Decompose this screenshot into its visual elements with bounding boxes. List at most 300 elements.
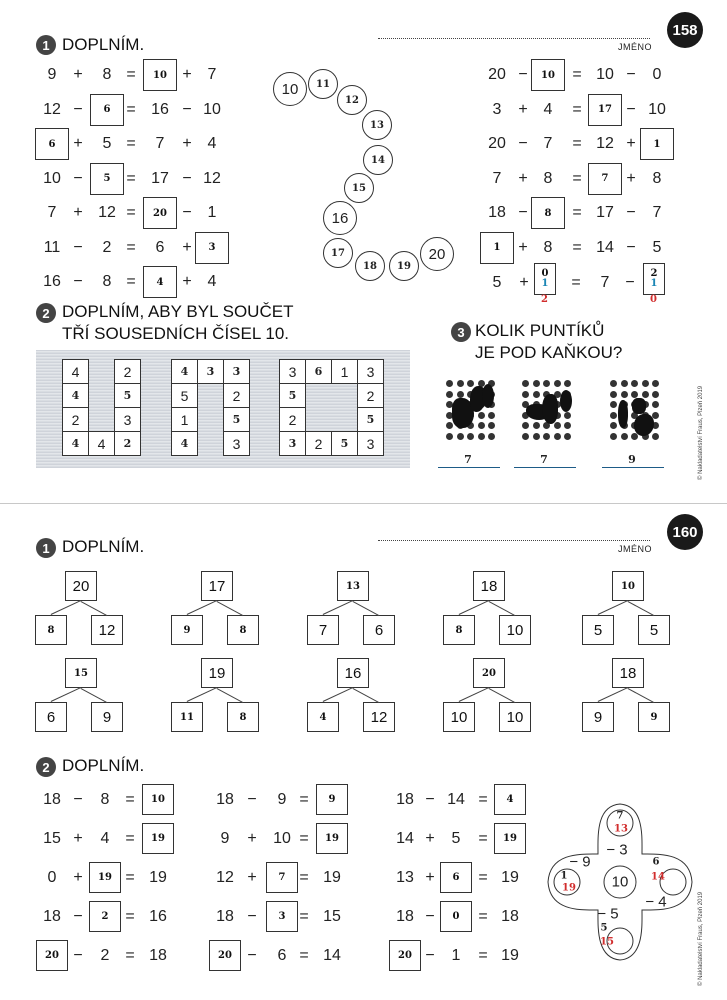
tree-left-box[interactable]: 8 <box>35 615 67 645</box>
dot <box>610 433 617 440</box>
tree-branch <box>187 687 217 702</box>
tree-left-box[interactable]: 11 <box>171 702 203 732</box>
chain-circle[interactable]: 13 <box>362 110 392 140</box>
tree-top-box[interactable]: 13 <box>337 571 369 601</box>
operator: = <box>126 273 136 290</box>
ink-blot <box>560 390 572 412</box>
equation-number: 0 <box>47 869 57 886</box>
answer-box[interactable] <box>531 197 565 229</box>
grid-cell[interactable]: 5 <box>171 383 198 408</box>
answer-value: 10 <box>541 69 555 81</box>
operator: − <box>182 169 192 187</box>
answer-box[interactable] <box>89 901 121 932</box>
tree-branch <box>217 688 243 703</box>
dot <box>554 433 561 440</box>
answer-value[interactable]: 7 <box>464 453 472 466</box>
answer-box[interactable] <box>89 862 121 893</box>
equation-number: 20 <box>488 66 506 83</box>
dot <box>478 433 485 440</box>
equation-number: 2 <box>102 238 112 256</box>
dot <box>610 401 617 408</box>
tree-branch <box>323 687 353 702</box>
equation-number: 12 <box>43 100 61 118</box>
dot <box>610 391 617 398</box>
equation-number: 9 <box>47 66 57 83</box>
answer-box[interactable] <box>90 94 124 126</box>
answer-box[interactable] <box>640 128 674 160</box>
dot <box>522 380 529 387</box>
answer-value: 20 <box>45 950 59 961</box>
operator: = <box>126 100 136 118</box>
operator: = <box>126 135 136 152</box>
equation-number: 18 <box>488 204 506 221</box>
operator: − <box>626 238 636 256</box>
chain-circle[interactable]: 16 <box>323 201 357 235</box>
answer-value: 6 <box>452 872 460 883</box>
tree-left-box[interactable]: 6 <box>35 702 67 732</box>
page-divider <box>0 503 727 504</box>
dot <box>564 422 571 429</box>
tree-branch <box>51 600 81 615</box>
equation-number: 10 <box>203 100 221 118</box>
chain-circle[interactable]: 14 <box>363 145 393 175</box>
chain-circle[interactable]: 11 <box>308 69 338 99</box>
answer-value[interactable]: 7 <box>540 453 548 466</box>
grid-cell[interactable]: 3 <box>197 359 224 384</box>
equation-number: 8 <box>102 273 112 290</box>
equation-number: 6 <box>155 238 165 256</box>
tree-right-box[interactable]: 12 <box>91 615 123 645</box>
answer-value: 1 <box>653 138 661 150</box>
answer-box[interactable] <box>316 784 348 815</box>
tree-branch <box>459 600 489 615</box>
answer-box[interactable] <box>316 823 348 854</box>
dot <box>488 422 495 429</box>
operator: + <box>519 274 529 291</box>
answer-value: 0 <box>650 294 657 305</box>
petal-operation: − 5 <box>597 905 619 923</box>
grid-cell[interactable]: 2 <box>114 431 141 456</box>
operator: = <box>125 947 135 964</box>
answer-box[interactable] <box>143 59 177 91</box>
operator: − <box>247 947 257 964</box>
tree-branch <box>217 601 243 616</box>
dot <box>652 412 659 419</box>
petal-result: 19 <box>562 882 576 894</box>
equation-number: 8 <box>102 66 112 83</box>
equation-number: 18 <box>43 791 61 808</box>
dot <box>478 422 485 429</box>
equation-number: 18 <box>396 908 414 925</box>
dot <box>457 380 464 387</box>
answer-box[interactable] <box>531 59 565 91</box>
chain-circle[interactable]: 12 <box>337 85 367 115</box>
grid-cell[interactable]: 3 <box>223 359 250 384</box>
equation-number: 16 <box>43 273 61 290</box>
dot <box>446 391 453 398</box>
equation-number: 20 <box>488 135 506 152</box>
task-title: DOPLNÍM, ABY BYL SOUČET <box>62 302 294 321</box>
tree-branch <box>628 601 654 616</box>
answer-value: 0 <box>452 911 460 922</box>
operator: + <box>73 66 83 83</box>
answer-line <box>438 467 500 468</box>
answer-box[interactable] <box>588 163 622 195</box>
task-title: DOPLNÍM. <box>62 756 145 775</box>
operator: = <box>478 908 488 925</box>
equation-number: 2 <box>100 947 110 964</box>
dot <box>610 422 617 429</box>
operator: = <box>125 791 135 808</box>
dot <box>621 380 628 387</box>
tree-branch <box>628 688 654 703</box>
chain-circle[interactable]: 20 <box>420 237 454 271</box>
answer-box[interactable] <box>90 163 124 195</box>
grid-cell[interactable]: 6 <box>305 359 332 384</box>
petal-result: 15 <box>600 936 614 948</box>
answer-value: 3 <box>208 242 216 253</box>
operator: − <box>425 908 435 925</box>
answer-box[interactable] <box>143 197 177 229</box>
dot-puzzle <box>610 380 666 450</box>
grid-cell[interactable]: 2 <box>223 383 250 408</box>
grid-cell[interactable]: 2 <box>114 359 141 384</box>
dot <box>533 391 540 398</box>
equation-number: 19 <box>501 947 519 964</box>
operator: − <box>626 100 636 118</box>
equation-number: 5 <box>102 135 112 152</box>
equation-number: 8 <box>100 791 110 808</box>
operator: + <box>73 869 83 886</box>
operator: = <box>478 869 488 886</box>
operator: + <box>518 100 528 118</box>
dot <box>543 380 550 387</box>
dot <box>543 433 550 440</box>
answer-value: 10 <box>151 794 165 805</box>
equation-number: 12 <box>203 169 221 187</box>
equation-number: 13 <box>396 869 414 886</box>
dot <box>652 401 659 408</box>
grid-cell[interactable]: 5 <box>331 431 358 456</box>
grid-cell[interactable]: 3 <box>114 407 141 432</box>
answer-value: 4 <box>156 276 164 288</box>
answer-box[interactable] <box>142 823 174 854</box>
equation-number: 14 <box>447 791 465 808</box>
grid-cell[interactable]: 3 <box>357 359 384 384</box>
answer-value: 5 <box>103 173 111 184</box>
task-title: DOPLNÍM. <box>62 537 145 556</box>
grid-cell[interactable]: 1 <box>171 407 198 432</box>
operator: = <box>299 869 309 886</box>
equation-number: 11 <box>43 238 61 256</box>
grid-cell[interactable]: 5 <box>114 383 141 408</box>
equation-number: 7 <box>207 66 217 83</box>
flower-center-number: 10 <box>611 873 629 891</box>
grid-cell[interactable]: 4 <box>62 431 89 456</box>
tree-top-box[interactable]: 19 <box>201 658 233 688</box>
operator: − <box>73 908 83 925</box>
grid-cell[interactable]: 2 <box>305 431 332 456</box>
answer-box[interactable] <box>36 940 68 971</box>
answer-box[interactable] <box>440 862 472 893</box>
equation-number: 16 <box>151 100 169 118</box>
dot <box>522 391 529 398</box>
petal-operation: − 9 <box>569 853 591 871</box>
task-number-badge: 1 <box>36 538 56 558</box>
tree-top-box[interactable]: 16 <box>337 658 369 688</box>
dot <box>457 391 464 398</box>
operator: = <box>572 100 582 118</box>
operator: − <box>626 66 636 83</box>
tree-top-box[interactable]: 20 <box>473 658 505 688</box>
answer-value: 10 <box>153 69 167 81</box>
dot <box>652 433 659 440</box>
operator: = <box>299 947 309 964</box>
ink-blot <box>634 414 654 436</box>
tree-left-box[interactable]: 8 <box>443 615 475 645</box>
tree-top-box[interactable]: 20 <box>65 571 97 601</box>
equation-number: 5 <box>652 238 662 256</box>
dot <box>467 433 474 440</box>
grid-cell[interactable]: 3 <box>279 359 306 384</box>
tree-left-box[interactable]: 10 <box>443 702 475 732</box>
chain-circle[interactable]: 17 <box>323 238 353 268</box>
dot-puzzle <box>522 380 578 450</box>
grid-cell[interactable]: 4 <box>62 359 89 384</box>
name-line <box>378 540 650 541</box>
answer-value: 2 <box>541 294 548 305</box>
answer-box[interactable] <box>389 940 421 971</box>
chain-circle[interactable]: 19 <box>389 251 419 281</box>
answer-box[interactable] <box>643 263 665 295</box>
answer-box[interactable] <box>494 784 526 815</box>
tree-branch <box>51 687 81 702</box>
tree-top-box[interactable]: 18 <box>612 658 644 688</box>
equation-number: 4 <box>207 135 217 152</box>
grid-cell[interactable]: 3 <box>357 431 384 456</box>
answer-box[interactable] <box>142 784 174 815</box>
equation-number: 18 <box>149 947 167 964</box>
operator: = <box>572 238 582 256</box>
tree-left-box[interactable]: 4 <box>307 702 339 732</box>
tree-left-box[interactable]: 5 <box>582 615 614 645</box>
tree-right-box[interactable]: 5 <box>638 615 670 645</box>
answer-value: 6 <box>103 104 111 115</box>
operator: − <box>518 135 528 152</box>
grid-cell[interactable]: 2 <box>357 383 384 408</box>
task-title: TŘÍ SOUSEDNÍCH ČÍSEL 10. <box>62 324 290 343</box>
equation-number: 17 <box>596 204 614 221</box>
grid-cell[interactable]: 2 <box>62 407 89 432</box>
answer-value: 9 <box>328 794 336 805</box>
operator: = <box>126 238 136 256</box>
dot <box>554 380 561 387</box>
equation-number: 15 <box>43 830 61 847</box>
operator: + <box>425 869 435 886</box>
dot <box>478 412 485 419</box>
tree-branch <box>353 688 379 703</box>
operator: = <box>572 135 582 152</box>
tree-branch <box>489 688 515 703</box>
operator: = <box>126 204 136 221</box>
operator: − <box>73 238 83 256</box>
tree-branch <box>81 688 107 703</box>
dot <box>488 433 495 440</box>
answer-box[interactable] <box>440 901 472 932</box>
equation-number: 1 <box>451 947 461 964</box>
grid-cell[interactable]: 5 <box>357 407 384 432</box>
equation-number: 12 <box>216 869 234 886</box>
grid-cell[interactable]: 2 <box>279 407 306 432</box>
equation-number: 18 <box>43 908 61 925</box>
operator: + <box>626 135 636 152</box>
operator: − <box>73 947 83 964</box>
ink-blot <box>632 398 646 414</box>
dot <box>610 380 617 387</box>
answer-box[interactable] <box>35 128 69 160</box>
equation-number: 19 <box>501 869 519 886</box>
grid-cell[interactable]: 4 <box>171 431 198 456</box>
tree-right-box[interactable]: 8 <box>227 615 259 645</box>
dot <box>533 433 540 440</box>
equation-number: 10 <box>273 830 291 847</box>
operator: = <box>299 830 309 847</box>
operator: − <box>625 274 635 291</box>
operator: + <box>182 135 192 152</box>
equation-number: 0 <box>652 66 662 83</box>
answer-box[interactable] <box>266 901 298 932</box>
page-number-badge: 160 <box>667 514 703 550</box>
operator: + <box>182 238 192 256</box>
equation-number: 12 <box>98 204 116 221</box>
name-label: JMÉNO <box>618 544 652 554</box>
answer-value: 0 <box>541 268 549 279</box>
equation-number: 7 <box>600 274 610 291</box>
tree-branch <box>459 687 489 702</box>
copyright: © Nakladatelství Fraus, Plzeň 2019 <box>698 385 704 480</box>
equation-number: 15 <box>323 908 341 925</box>
tree-top-box[interactable]: 10 <box>612 571 644 601</box>
operator: + <box>425 830 435 847</box>
task-title: DOPLNÍM. <box>62 35 145 54</box>
tree-right-box[interactable]: 10 <box>499 615 531 645</box>
tree-top-box[interactable]: 15 <box>65 658 97 688</box>
operator: = <box>125 830 135 847</box>
ink-blot <box>482 384 494 408</box>
name-label: JMÉNO <box>618 42 652 52</box>
tree-left-box[interactable]: 7 <box>307 615 339 645</box>
operator: − <box>182 100 192 118</box>
petal-result: 13 <box>614 823 628 835</box>
answer-value: 2 <box>650 268 658 279</box>
grid-cell[interactable]: 3 <box>223 431 250 456</box>
equation-number: 14 <box>596 238 614 256</box>
tree-top-box[interactable]: 17 <box>201 571 233 601</box>
grid-cell[interactable]: 4 <box>88 431 115 456</box>
operator: − <box>518 204 528 221</box>
operator: = <box>125 869 135 886</box>
operator: = <box>299 791 309 808</box>
equation-number: 17 <box>151 169 169 187</box>
answer-value: 20 <box>218 950 232 961</box>
chain-circle[interactable]: 15 <box>344 173 374 203</box>
grid-cell[interactable]: 5 <box>279 383 306 408</box>
operator: + <box>518 169 528 187</box>
tree-right-box[interactable]: 12 <box>363 702 395 732</box>
tree-top-box[interactable]: 18 <box>473 571 505 601</box>
answer-box[interactable] <box>480 232 514 264</box>
equation-number: 7 <box>47 204 57 221</box>
equation-number: 4 <box>100 830 110 847</box>
chain-circle[interactable]: 10 <box>273 72 307 106</box>
dot <box>457 433 464 440</box>
dot <box>533 380 540 387</box>
tree-left-box[interactable]: 9 <box>171 615 203 645</box>
tree-left-box[interactable]: 9 <box>582 702 614 732</box>
equation-number: 10 <box>43 169 61 187</box>
answer-value: 20 <box>153 207 167 219</box>
answer-value: 8 <box>544 207 552 219</box>
equation-number: 4 <box>543 100 553 118</box>
ink-blot <box>542 394 558 424</box>
answer-value[interactable]: 9 <box>628 453 636 466</box>
petal-start: 7 <box>616 810 624 822</box>
answer-box[interactable] <box>494 823 526 854</box>
tree-branch <box>323 600 353 615</box>
tree-right-box[interactable]: 10 <box>499 702 531 732</box>
tree-right-box[interactable]: 6 <box>363 615 395 645</box>
chain-circle[interactable]: 18 <box>355 251 385 281</box>
grid-cell[interactable]: 4 <box>62 383 89 408</box>
dot <box>522 422 529 429</box>
answer-value: 1 <box>650 278 658 289</box>
tree-right-box[interactable]: 8 <box>227 702 259 732</box>
task-number-badge: 3 <box>451 322 471 342</box>
grid-cell[interactable]: 1 <box>331 359 358 384</box>
operator: = <box>572 169 582 187</box>
task-number-badge: 2 <box>36 757 56 777</box>
answer-line <box>602 467 664 468</box>
equation-number: 18 <box>216 791 234 808</box>
dot <box>631 380 638 387</box>
dot <box>446 422 453 429</box>
operator: + <box>73 204 83 221</box>
dot <box>642 391 649 398</box>
answer-box[interactable] <box>143 266 177 298</box>
grid-cell[interactable]: 3 <box>279 431 306 456</box>
dot <box>652 380 659 387</box>
answer-box[interactable] <box>534 263 556 295</box>
grid-cell[interactable]: 4 <box>171 359 198 384</box>
tree-right-box[interactable]: 9 <box>638 702 670 732</box>
answer-box[interactable] <box>266 862 298 893</box>
grid-cell[interactable]: 5 <box>223 407 250 432</box>
answer-value: 19 <box>325 833 339 844</box>
answer-box[interactable] <box>195 232 229 264</box>
answer-box[interactable] <box>209 940 241 971</box>
operator: − <box>425 791 435 808</box>
operator: = <box>572 204 582 221</box>
answer-box[interactable] <box>588 94 622 126</box>
answer-value: 4 <box>506 794 514 805</box>
operator: − <box>73 273 83 290</box>
dot <box>564 380 571 387</box>
equation-number: 9 <box>277 791 287 808</box>
equation-number: 18 <box>396 791 414 808</box>
operator: − <box>247 791 257 808</box>
tree-right-box[interactable]: 9 <box>91 702 123 732</box>
dot <box>621 433 628 440</box>
